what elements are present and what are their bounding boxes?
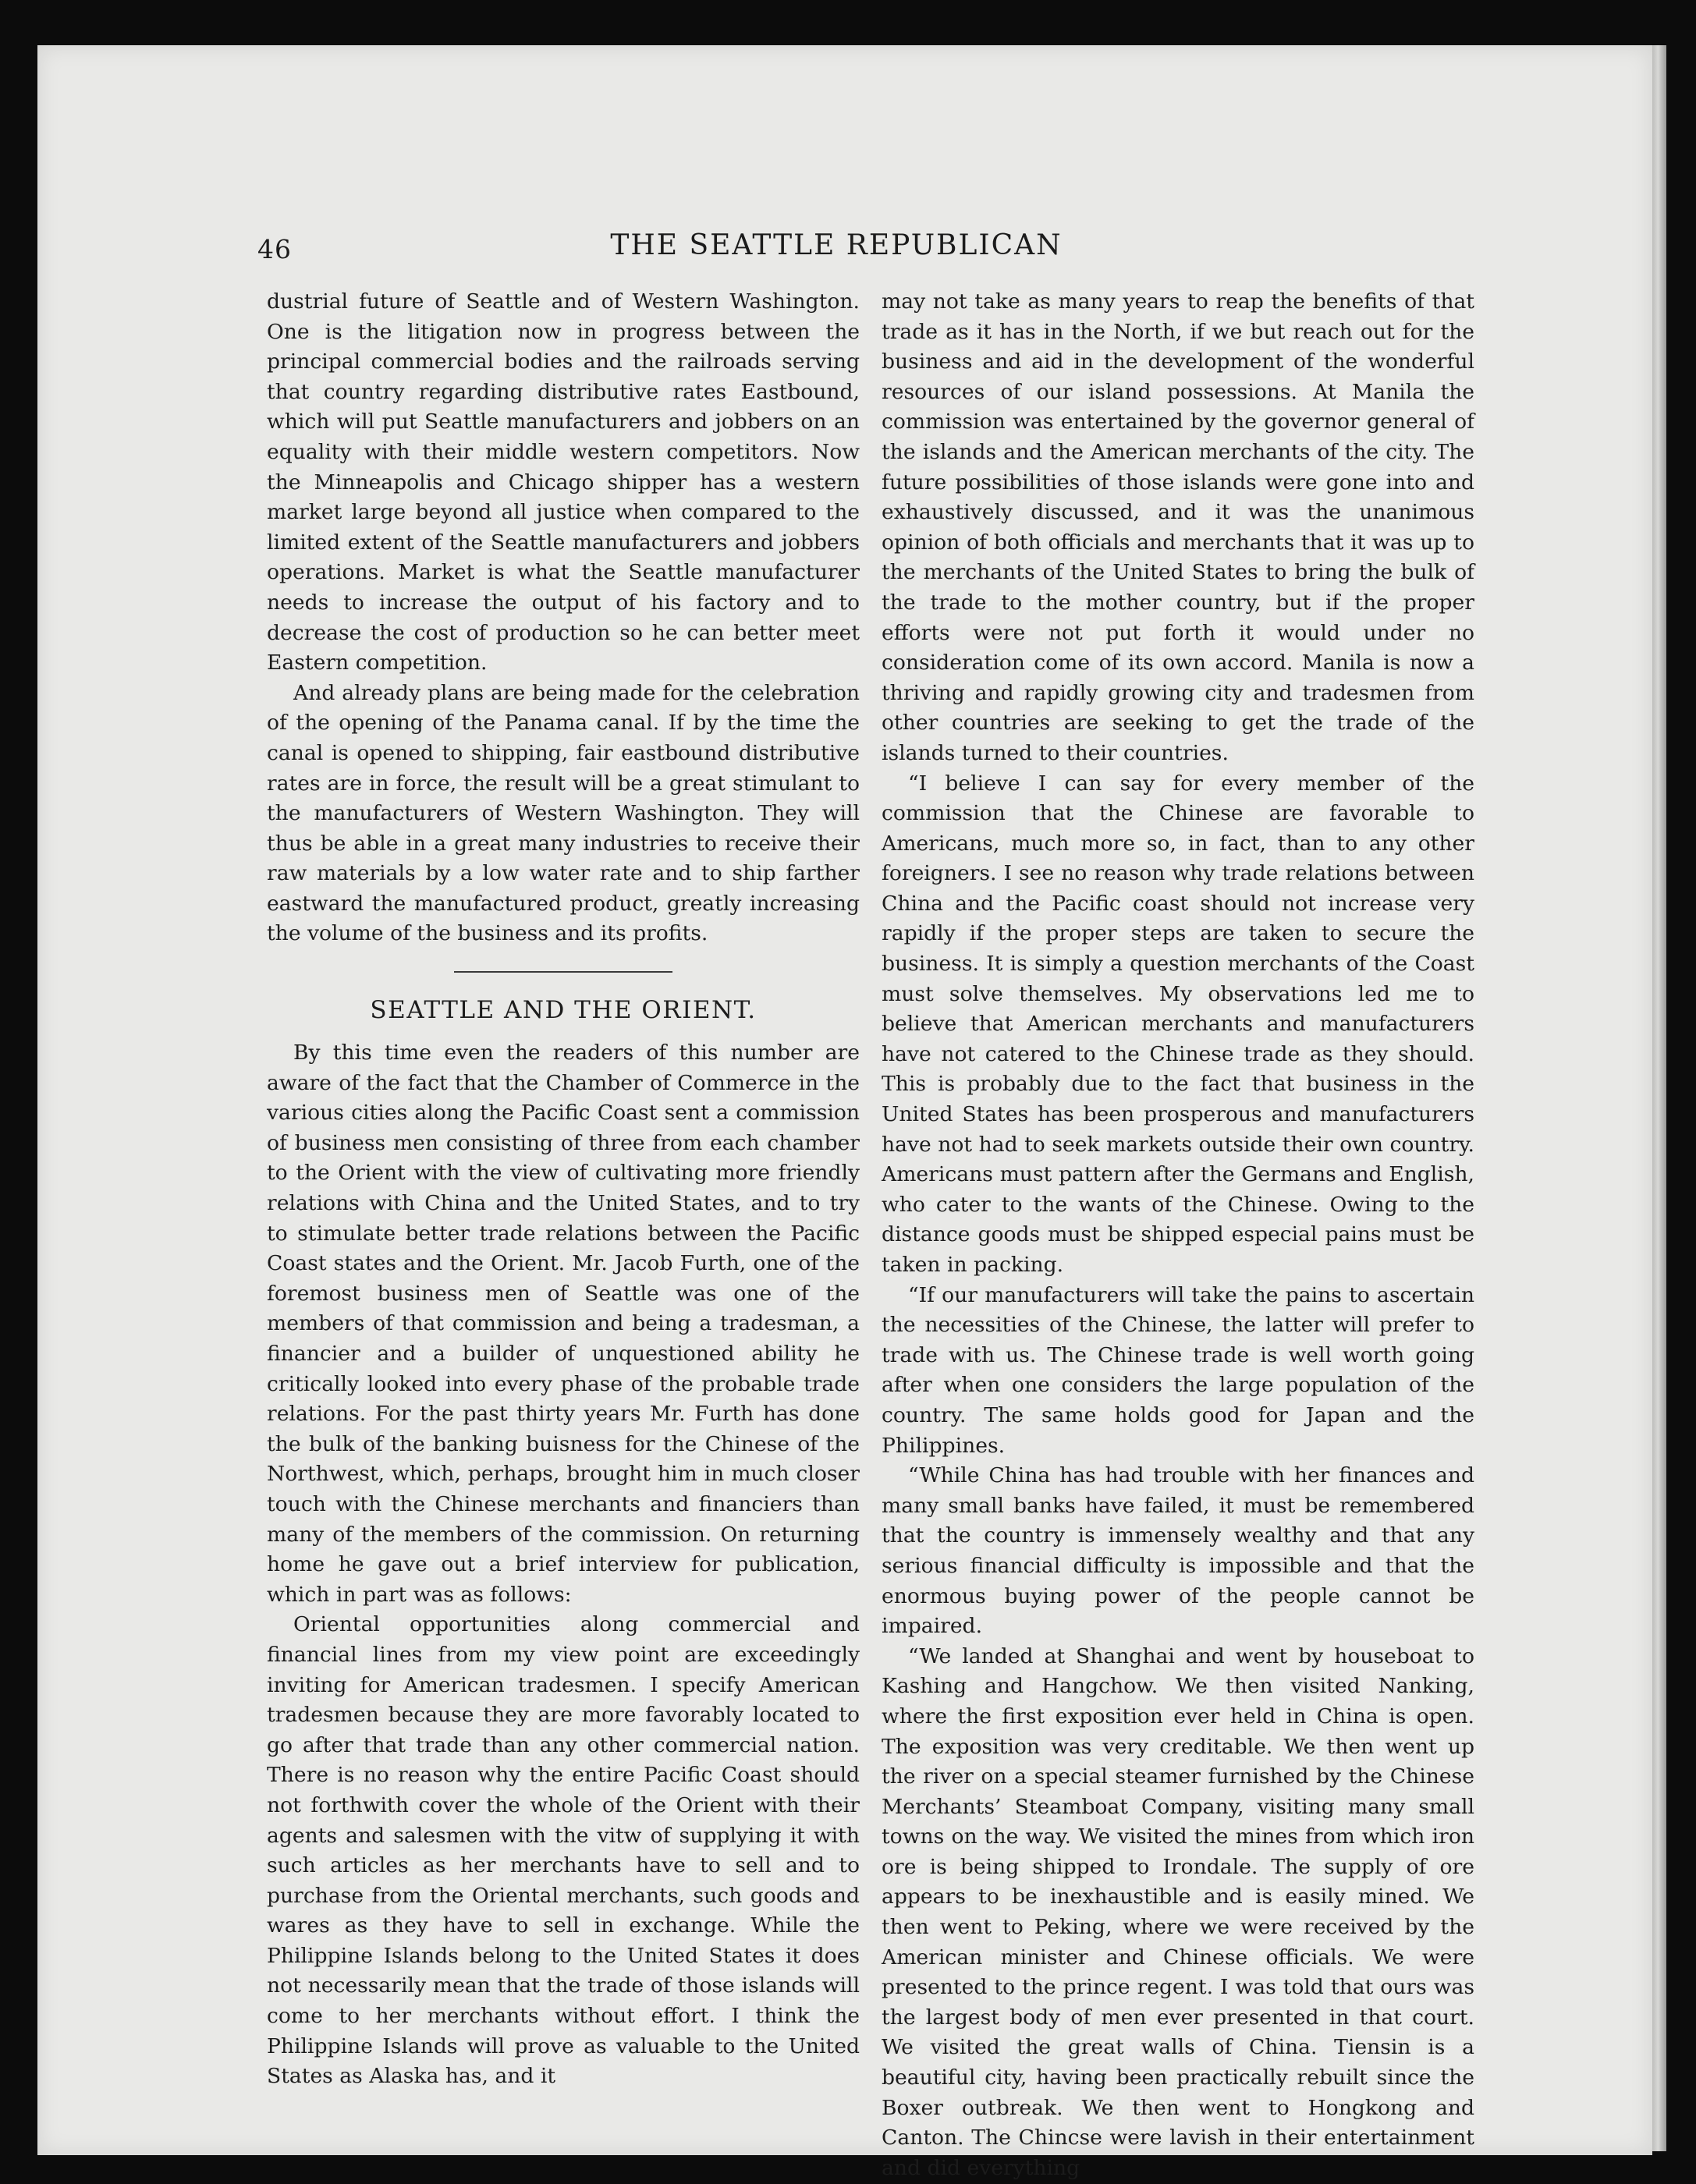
paragraph: By this time even the readers of this number are aware of the fact that the Chamber of Commerce in the various cities along the Pacific Coast sent a commission of business men consisting of three from each chamber to the Orient with the view of cultivating more friendly relations with China and the United States, and to try to stimulate better trade relations between the Pacific Coast states and the Orient. Mr. Jacob Furth, one of the foremost business men of Seattle was one of the members of that commission and being a tradesman, a financier and a builder of unquestioned ability he critically looked into every phase of the probable trade relations. For the past thirty years Mr. Furth has done the bulk of the banking buisness for the Chinese of the Northwest, which, perhaps, brought him in much closer touch with the Chinese merchants and financiers than many of the members of the commission. On returning home he gave out a brief interview for publication, which in part was as follows: [267, 1041, 860, 1607]
section-divider [454, 971, 672, 973]
paragraph: And already plans are being made for the celebration of the opening of the Panama canal. If by the time the canal is opened to shipping, fair eastbound distributive rates are in force, the result will be a great stimulant to the manufacturers of Western Washington. They will thus be able in a great many industries to receive their raw materials by a low water rate and to ship farther eastward the manufactured product, greatly increasing the volume of the business and its profits. [267, 680, 860, 946]
right-column [882, 287, 1474, 2183]
paragraph: dustrial future of Seattle and of Western Washington. One is the litigation now in progress between the principal commercial bodies and the railroads serving that country regarding distributive rates Eastbound, which will put Seattle manufacturers and jobbers on an equality with their middle western competitors. Now the Minneapolis and Chicago shipper has a western market large beyond all justice when compared to the limited extent of the Seattle manufacturers and jobbers operations. Market is what the Seattle manufacturer needs to increase the output of his factory and to decrease the cost of production so he can better meet Eastern competition. [267, 289, 860, 675]
section-title: SEATTLE AND THE ORIENT. [370, 996, 757, 1025]
left-column [267, 287, 860, 2092]
page-number: 46 [257, 234, 292, 264]
paragraph: Oriental opportunities along commercial and financial lines from my view point are exceedingly inviting for American tradesmen. I specify American tradesmen because they are more favorably located to go after that trade than any other commercial nation. There is no reason why the entire Pacific Coast should not forthwith cover the whole of the Orient with their agents and salesmen with the vitw of supplying it with such articles as her merchants have to sell and to purchase from the Oriental merchants, such goods and wares as they have to sell in exchange. While the Philippine Islands belong to the United States it does not necessarily mean that the trade of those islands will come to her merchants without effort. I think the Philippine Islands will prove as valuable to the United States as Alaska has, and it [267, 1612, 860, 2089]
page-edge [1652, 45, 1666, 2151]
paragraph: “If our manufacturers will take the pains to ascertain the necessities of the Chinese, the latter will prefer to trade with us. The Chinese trade is well worth going after when one considers the large population of the country. The same holds good for Japan and the Philippines. [882, 1282, 1474, 1458]
running-title: THE SEATTLE REPUBLICAN [610, 229, 1063, 261]
paragraph: “While China has had trouble with her finances and many small banks have failed, it must be remembered that the country is immensely wealthy and that any serious financial difficulty is impossible and that the enormous buying power of the people cannot be impaired. [882, 1463, 1474, 1639]
paragraph: may not take as many years to reap the benefits of that trade as it has in the North, if we but reach out for the business and aid in the development of the wonderful resources of our island possessions. At Manila the commission was entertained by the governor general of the islands and the American merchants of the city. The future possibilities of those islands were gone into and exhaustively discussed, and it was the unanimous opinion of both officials and merchants that it was up to the merchants of the United States to bring the bulk of the trade to the mother country, but if the proper efforts were not put forth it would under no consideration come of its own accord. Manila is now a thriving and rapidly growing city and tradesmen from other countries are seeking to get the trade of the islands turned to their countries. [882, 289, 1474, 765]
paragraph: “We landed at Shanghai and went by houseboat to Kashing and Hangchow. We then visited Nanking, where the first exposition ever held in China is open. The exposition was very creditable. We then went up the river on a special steamer furnished by the Chinese Merchants’ Steamboat Company, visiting many small towns on the way. We visited the mines from which iron ore is being shipped to Irondale. The supply of ore appears to be inexhaustible and is easily mined. We then went to Peking, where we were received by the American minister and Chinese officials. We were presented to the prince regent. I was told that ours was the largest body of men ever presented in that court. We visited the great walls of China. Tiensin is a beautiful city, having been practically rebuilt since the Boxer outbreak. We then went to Hongkong and Canton. The Chincse were lavish in their entertainment and did everything [882, 1643, 1474, 2180]
page-header [218, 225, 1454, 271]
paragraph: “I believe I can say for every member of the commission that the Chinese are favorable to Americans, much more so, in fact, than to any other foreigners. I see no reason why trade relations between China and the Pacific coast should not increase very rapidly if the proper steps are taken to secure the business. It is simply a question merchants of the Coast must solve themselves. My observations led me to believe that American merchants and manufacturers have not catered to the Chinese trade as they should. This is probably due to the fact that business in the United States has been prosperous and manufacturers have not had to seek markets outside their own country. Americans must pattern after the Germans and English, who cater to the wants of the Chinese. Owing to the distance goods must be shipped especial pains must be taken in packing. [882, 771, 1474, 1277]
